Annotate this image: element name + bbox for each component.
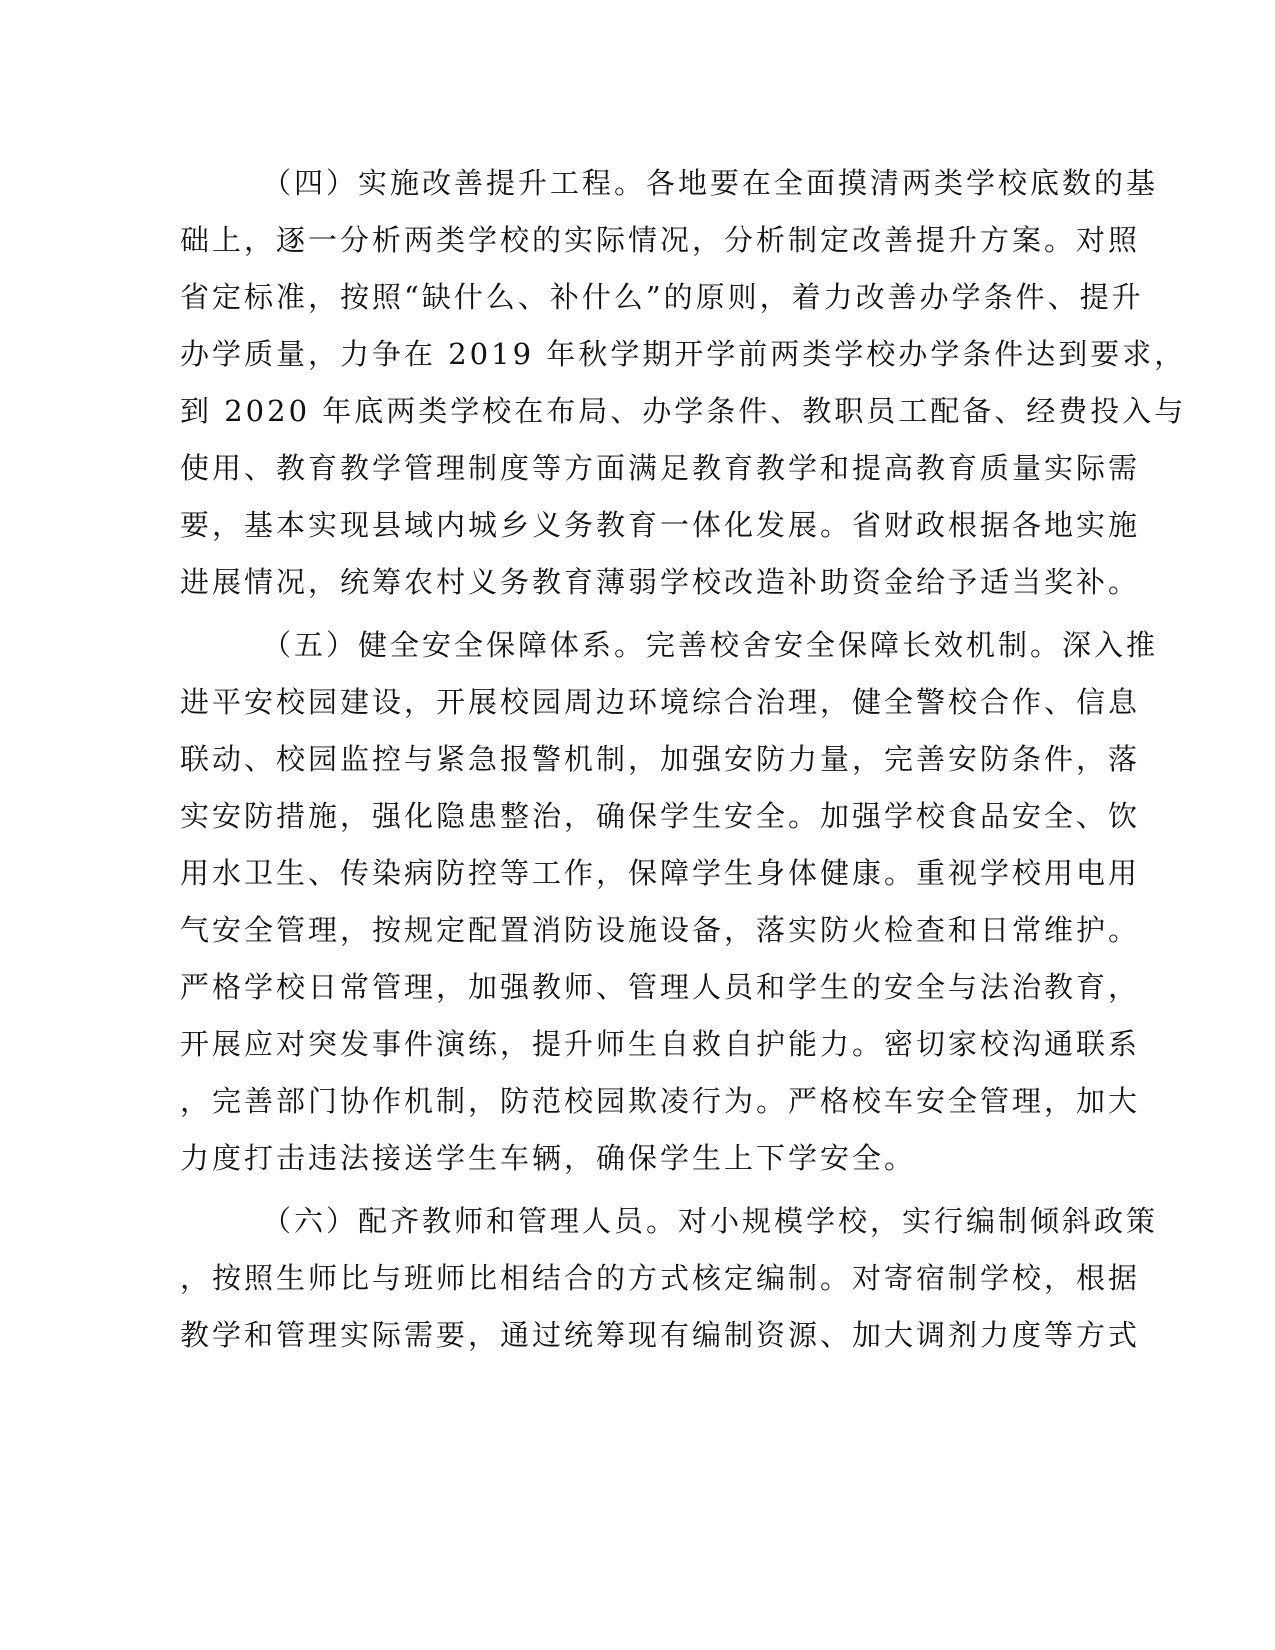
paragraph-4-line-4: 办学质量，力争在 2019 年秋学期开学前两类学校办学条件达到要求， [180,337,1187,371]
paragraph-4-line-2: 础上，逐一分析两类学校的实际情况，分析制定改善提升方案。对照 [180,223,1141,257]
paragraph-4-line-6: 使用、教育教学管理制度等方面满足教育教学和提高教育质量实际需 [180,451,1141,485]
paragraph-5-line-4: 实安防措施，强化隐患整治，确保学生安全。加强学校食品安全、饮 [180,799,1141,833]
paragraph-4-line-5: 到 2020 年底两类学校在布局、办学条件、教职员工配备、经费投入与 [180,394,1187,428]
paragraph-4-line-3: 省定标准，按照“缺什么、补什么”的原则，着力改善办学条件、提升 [180,280,1144,314]
paragraph-4-line-1: （四）实施改善提升工程。各地要在全面摸清两类学校底数的基 [262,166,1159,200]
paragraph-5-line-1: （五）健全安全保障体系。完善校舍安全保障长效机制。深入推 [262,628,1159,662]
paragraph-5-line-7: 严格学校日常管理，加强教师、管理人员和学生的安全与法治教育， [180,970,1141,1004]
paragraph-5-line-8: 开展应对突发事件演练，提升师生自救自护能力。密切家校沟通联系 [180,1027,1141,1061]
paragraph-4-line-7: 要，基本实现县域内城乡义务教育一体化发展。省财政根据各地实施 [180,508,1141,542]
paragraph-5-line-3: 联动、校园监控与紧急报警机制，加强安防力量，完善安防条件，落 [180,742,1141,776]
paragraph-5-line-9: ，完善部门协作机制，防范校园欺凌行为。严格校车安全管理，加大 [180,1084,1141,1118]
paragraph-6-line-3: 教学和管理实际需要，通过统筹现有编制资源、加大调剂力度等方式 [180,1318,1141,1352]
paragraph-5-line-6: 气安全管理，按规定配置消防设施设备，落实防火检查和日常维护。 [180,913,1141,947]
paragraph-6-line-1: （六）配齐教师和管理人员。对小规模学校，实行编制倾斜政策 [262,1204,1159,1238]
paragraph-6-line-2: ，按照生师比与班师比相结合的方式核定编制。对寄宿制学校，根据 [180,1261,1141,1295]
paragraph-5-line-5: 用水卫生、传染病防控等工作，保障学生身体健康。重视学校用电用 [180,856,1141,890]
paragraph-5-line-2: 进平安校园建设，开展校园周边环境综合治理，健全警校合作、信息 [180,685,1141,719]
paragraph-5-line-10: 力度打击违法接送学生车辆，确保学生上下学安全。 [180,1141,917,1175]
document-body [180,155,1187,1364]
paragraph-4-line-8: 进展情况，统筹农村义务教育薄弱学校改造补助资金给予适当奖补。 [180,565,1141,599]
